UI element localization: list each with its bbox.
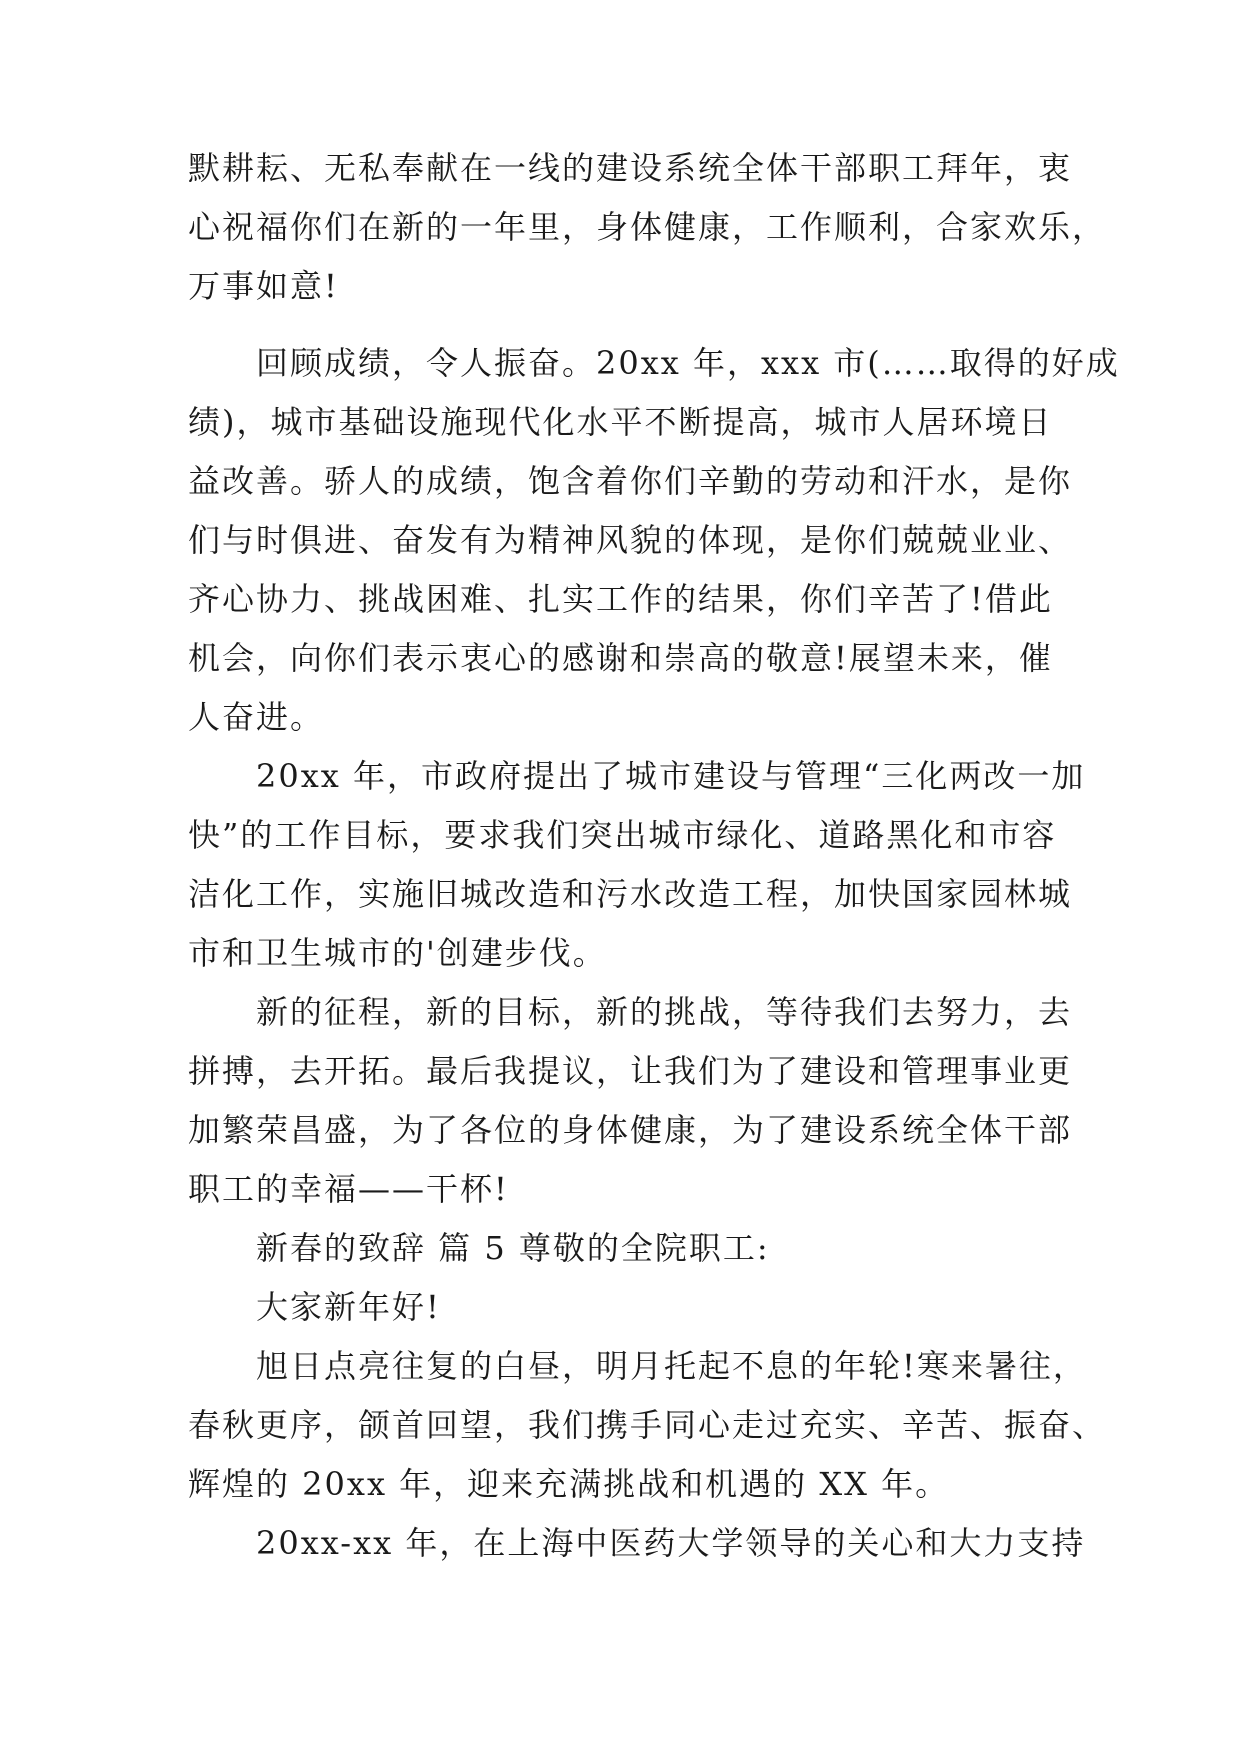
text-line: 们与时俱进、奋发有为精神风貌的体现，是你们兢兢业业、	[188, 521, 1073, 559]
paragraph-start-line: 20xx 年，市政府提出了城市建设与管理“三化两改一加	[256, 757, 1086, 795]
text-line: 万事如意!	[188, 267, 339, 305]
text-line: 机会，向你们表示衷心的感谢和崇高的敬意!展望未来，催	[188, 639, 1053, 677]
greeting-line: 大家新年好!	[256, 1288, 441, 1326]
text-line: 齐心协力、挑战困难、扎实工作的结果，你们辛苦了!借此	[188, 580, 1053, 618]
text-line: 市和卫生城市的'创建步伐。	[188, 934, 607, 972]
text-line: 洁化工作，实施旧城改造和污水改造工程，加快国家园林城	[188, 875, 1073, 913]
paragraph-start-line: 旭日点亮往复的白昼，明月托起不息的年轮!寒来暑往，	[256, 1347, 1087, 1385]
text-line: 益改善。骄人的成绩，饱含着你们辛勤的劳动和汗水，是你	[188, 462, 1073, 500]
text-line: 心祝福你们在新的一年里，身体健康，工作顺利，合家欢乐，	[188, 208, 1107, 246]
text-line: 人奋进。	[188, 698, 325, 736]
text-line: 拼搏，去开拓。最后我提议，让我们为了建设和管理事业更	[188, 1052, 1073, 1090]
text-line: 快”的工作目标，要求我们突出城市绿化、道路黑化和市容	[188, 816, 1057, 854]
text-line: 春秋更序，颌首回望，我们携手同心走过充实、辛苦、振奋、	[188, 1406, 1107, 1444]
text-line: 默耕耘、无私奉献在一线的建设系统全体干部职工拜年，衷	[188, 149, 1073, 187]
paragraph-start-line: 新的征程，新的目标，新的挑战，等待我们去努力，去	[256, 993, 1073, 1031]
paragraph-start-line: 20xx-xx 年，在上海中医药大学领导的关心和大力支持	[256, 1524, 1086, 1562]
text-line: 绩)，城市基础设施现代化水平不断提高，城市人居环境日	[188, 403, 1053, 441]
text-line: 职工的幸福——干杯!	[188, 1170, 509, 1208]
text-line: 辉煌的 20xx 年，迎来充满挑战和机遇的 XX 年。	[188, 1465, 950, 1503]
section-heading-line: 新春的致辞 篇 5 尊敬的全院职工:	[256, 1229, 770, 1267]
text-line: 加繁荣昌盛，为了各位的身体健康，为了建设系统全体干部	[188, 1111, 1073, 1149]
paragraph-start-line: 回顾成绩，令人振奋。20xx 年，xxx 市(……取得的好成	[256, 344, 1120, 382]
